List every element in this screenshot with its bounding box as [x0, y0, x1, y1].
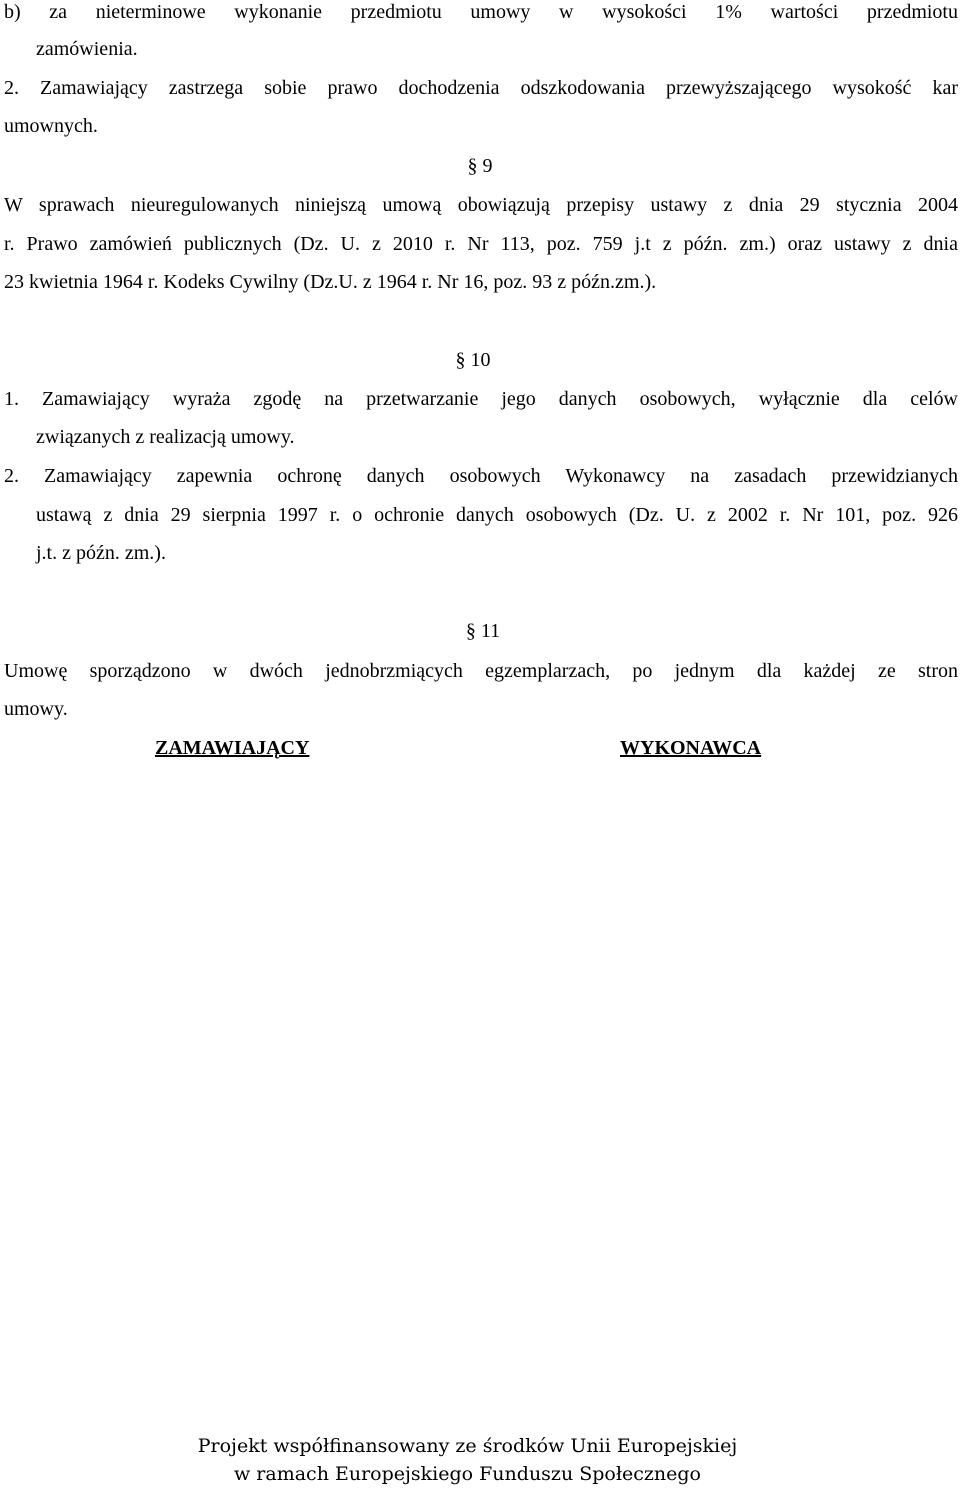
signature-label-employer: ZAMAWIAJĄCY	[155, 737, 310, 759]
section-10-point-1-continued: związanych z realizacją umowy.	[36, 426, 295, 448]
section-heading-10: § 10	[455, 349, 491, 371]
penalty-point-b: b) za nieterminowe wykonanie przedmiotu umowy w wysokości 1% wartości przedmiotu	[4, 1, 958, 23]
penalty-point-b-continued: zamówienia.	[36, 38, 138, 60]
footer-funding-line-2: w ramach Europejskiego Funduszu Społecznego	[234, 1463, 701, 1485]
section-11-text-continued: umowy.	[4, 698, 68, 720]
section-10-point-1: 1. Zamawiający wyraża zgodę na przetwarzanie jego danych osobowych, wyłącznie dla celów	[4, 388, 958, 410]
section-9-text: W sprawach nieuregulowanych niniejszą umową obowiązują przepisy ustawy z dnia 29 stycznia 2004	[4, 194, 958, 216]
section-9-text-line-2: r. Prawo zamówień publicznych (Dz. U. z 2010 r. Nr 113, poz. 759 j.t z późn. zm.) oraz ustawy z dnia	[4, 233, 958, 255]
section-10-point-2-line-3: j.t. z późn. zm.).	[36, 542, 166, 564]
section-heading-11: § 11	[465, 620, 501, 642]
footer-funding-line-1: Projekt współfinansowany ze środków Unii Europejskiej	[197, 1435, 738, 1457]
section-9-text-line-3: 23 kwietnia 1964 r. Kodeks Cywilny (Dz.U. z 1964 r. Nr 16, poz. 93 z późn.zm.).	[4, 271, 657, 293]
section-10-point-2-line-2: ustawą z dnia 29 sierpnia 1997 r. o ochronie danych osobowych (Dz. U. z 2002 r. Nr 101, poz. 926	[36, 504, 958, 526]
clause-2-text-continued: umownych.	[4, 115, 98, 137]
section-heading-9: § 9	[467, 155, 493, 177]
section-11-text: Umowę sporządzono w dwóch jednobrzmiących egzemplarzach, po jednym dla każdej ze stron	[4, 660, 958, 682]
signature-label-contractor: WYKONAWCA	[620, 737, 762, 759]
section-10-point-2: 2. Zamawiający zapewnia ochronę danych osobowych Wykonawcy na zasadach przewidzianych	[4, 465, 958, 487]
clause-2-text: 2. Zamawiający zastrzega sobie prawo dochodzenia odszkodowania przewyższającego wysokość kar	[4, 77, 958, 99]
